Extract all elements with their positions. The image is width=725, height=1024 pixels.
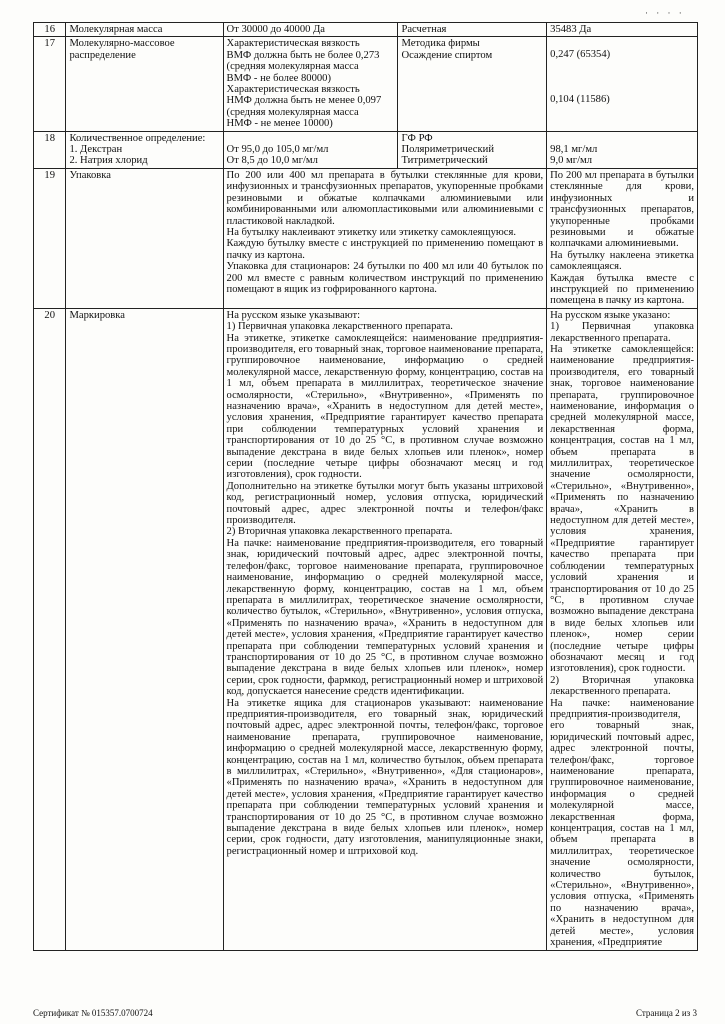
row-number: 16 (34, 23, 66, 37)
paragraph: 2) Вторичная упаковка лекарственного препарата. (550, 674, 694, 698)
parameter-name: Молекулярная масса (66, 23, 223, 37)
text-line: От 8,5 до 10,0 мг/мл (226, 155, 318, 167)
text-line: 98,1 мг/мл (550, 143, 598, 155)
paragraph: На русском языке указывают: (226, 309, 361, 321)
test-method (398, 131, 547, 168)
text-line: 1. Декстран (69, 144, 123, 156)
text-line: распределение (69, 49, 136, 61)
paragraph: Дополнительно на этикетке бутылки могут быть указаны штриховой код, регистрационный номер, условия отпуска, юридический почтовый адрес, адрес электронной почты и телефон/факс производителя. (226, 480, 544, 527)
text-line: Титриметрический (401, 155, 488, 167)
test-result (547, 37, 698, 131)
paragraph: 1) Первичная упаковка лекарственного препарата. (550, 321, 694, 344)
text-line: 0,247 (65354) (550, 49, 611, 61)
table-row (34, 23, 698, 37)
parameter-name: Маркировка (66, 308, 223, 950)
paragraph: Каждая бутылка вместе с инструкцией по применению помещена в пачку из картона. (550, 272, 694, 307)
text-line: 0,104 (11586) (550, 93, 610, 105)
paragraph: На бутылку наклеена этикетка самоклеящаяся. (550, 249, 694, 273)
paragraph: По 200 или 400 мл препарата в бутылки стеклянные для крови, инфузионных и трансфузионных препаратов, укупоренные пробками резиновыми и обжатые колпачками алюминиевыми или комбинированными или алюмопластиковыми или алюминиевыми с пластиковой накладкой. (226, 169, 544, 227)
test-result (547, 168, 698, 308)
text-line: ВМФ - не более 80000) (226, 72, 332, 84)
parameter-name (66, 37, 223, 131)
text-line: 9,0 мг/мл (550, 155, 593, 167)
requirement-packaging (223, 168, 547, 308)
paragraph: На бутылку наклеивают этикетку или этикетку самоклеящуюся. (226, 226, 517, 238)
text-line: От 95,0 до 105,0 мг/мл (226, 143, 329, 155)
text-line: ВМФ должна быть не более 0,273 (226, 49, 380, 61)
table-row (34, 37, 698, 131)
text-line: (средняя молекулярная масса (226, 61, 359, 73)
text-line: 2. Натрия хлорид (69, 155, 148, 167)
test-method: Расчетная (398, 23, 547, 37)
paragraph: 2) Вторичная упаковка лекарственного препарата. (226, 526, 453, 538)
text-line: Характеристическая вязкость (226, 84, 360, 96)
test-result: 35483 Да (547, 23, 698, 37)
text-line: Поляриметрический (401, 144, 494, 156)
requirement (223, 131, 398, 168)
text-line: Молекулярно-массовое (69, 38, 175, 50)
paragraph: 1) Первичная упаковка лекарственного препарата. (226, 321, 453, 333)
table-row (34, 131, 698, 168)
row-number: 19 (34, 168, 66, 308)
paragraph: На пачке: наименование предприятия-производителя, его товарный знак, юридический почтовый адрес, адрес электронной почты, телефон/факс, торговое наименование препарата, группировочное наименование, информацию о средней молекулярной массе, лекарственную форму, концентрацию, состав на 1 мл, объем препарата в миллилитрах, теоретическое значение осмолярности, количество бутылок, «Стерильно», «Внутривенно», условия отпуска, «Применять по назначению врача», «Хранить в недоступном для детей месте», условия хранения, «Предприятие гарантирует качество препарата при соблюдении температурных условий хранения и транспортирования от 10 до 25 °С, в противном случае возможно выпадение декстрана в виде белых хлопьев или пленок», номер серии, срок годности, фармкод, регистрационный номер и штриховой код, допускается нанесение средств идентификации. (226, 537, 544, 698)
text-line: Осаждение спиртом (401, 49, 493, 61)
table-row (34, 168, 698, 308)
top-corner-mark: · · · · (645, 8, 685, 18)
paragraph: По 200 мл препарата в бутылки стеклянные для крови, инфузионных и трансфузионных препаратов, укупоренные пробками резиновыми и обжатые колпачками алюминиевыми. (550, 169, 694, 250)
paragraph: На русском языке указано: (550, 309, 671, 321)
text-line: Количественное определение: (69, 132, 206, 144)
row-number: 18 (34, 131, 66, 168)
text-line: Характеристическая вязкость (226, 38, 360, 50)
requirement-labeling (223, 308, 547, 950)
row-number: 17 (34, 37, 66, 131)
text-line: ГФ РФ (401, 132, 433, 144)
specification-table (33, 22, 698, 951)
paragraph: На пачке: наименование предприятия-производителя, его товарный знак, юридический почтовый адрес, адрес электронной почты, телефон/факс, торговое наименование препарата, группировочное наименование, информация о средней молекулярной массе, лекарственная форма, концентрация, состав на 1 мл, объем препарата в миллилитрах, теоретическое значение осмолярности, количество бутылок, «Стерильно», «Внутривенно», условия отпуска, «Применять по назначению врача», «Хранить в недоступном для детей месте», условия хранения, «Предприятие (550, 697, 694, 949)
paragraph: Каждую бутылку вместе с инструкцией по применению помещают в пачку из картона. (226, 238, 544, 261)
row-number: 20 (34, 308, 66, 950)
parameter-name: Упаковка (66, 168, 223, 308)
page-number: Страница 2 из 3 (636, 1008, 697, 1018)
text-line: НМФ должна быть не менее 0,097 (226, 95, 382, 107)
paragraph: Упаковка для стационаров: 24 бутылки по 400 мл или 40 бутылок по 200 мл вместе с равным количеством инструкций по применению помещают в ящик из гофрированного картона. (226, 261, 544, 295)
test-result (547, 308, 698, 950)
certificate-number: Сертификат № 015357.0700724 (33, 1008, 153, 1018)
text-line: (средняя молекулярная масса (226, 106, 359, 118)
test-method (398, 37, 547, 131)
requirement (223, 37, 398, 131)
text-line: Методика фирмы (401, 38, 480, 50)
table-row (34, 308, 698, 950)
paragraph: На этикетке ящика для стационаров указывают: наименование предприятия-производителя, его товарный знак, юридический почтовый адрес, адрес электронной почты, телефон/факс, торговое наименование препарата, группировочное наименование, информацию о средней молекулярной массе, лекарственную форму, концентрацию, состав на 1 мл, количество бутылок, объем препарата в миллилитрах, «Стерильно», «Внутривенно», «Для стационаров», «Применять по назначению врача», «Хранить в недоступном для детей месте», условия хранения, «Предприятие гарантирует качество препарата при соблюдении температурных условий хранения и транспортирования от 10 до 25 °С, в противном случае возможно выпадение декстрана в виде белых хлопьев или пленок», номер серии, срок годности, дату изготовления, манипуляционные знаки, регистрационный номер и штриховой код. (226, 697, 544, 857)
text-line: НМФ - не менее 10000) (226, 118, 333, 130)
paragraph: На этикетке самоклеящейся: наименование предприятия-производителя, его товарный знак, торговое наименование препарата, группировочное наименование, информация о средней молекулярной массе, лекарственная форма, концентрация, состав на 1 мл, объем препарата в миллилитрах, теоретическое значение осмолярности, «Стерильно», «Внутривенно», «Применять по назначению врача», «Хранить в недоступном для детей месте», условия хранения, «Предприятие гарантирует качество препарата при соблюдении температурных условий хранения и транспортирования от 10 до 25 °С, в противном случае возможно выпадение декстрана в виде белых хлопьев или пленок», номер серии (последние четыре цифры обозначают месяц и год изготовления), срок годности. (550, 343, 694, 675)
test-result (547, 131, 698, 168)
requirement: От 30000 до 40000 Да (223, 23, 398, 37)
paragraph: На этикетке, этикетке самоклеящейся: наименование предприятия-производителя, его товарный знак, торговое наименование препарата, группировочное наименование, информацию о средней молекулярной массе, лекарственную форму, концентрацию, состав на 1 мл, объем препарата в миллилитрах, теоретическое значение осмолярности, «Стерильно», «Внутривенно», «Применять по назначению врача», «Хранить в недоступном для детей месте», условия хранения, «Предприятие гарантирует качество препарата при соблюдении температурных условий хранения и транспортирования от 10 до 25 °С, в противном случае возможно выпадение декстрана в виде белых хлопьев или пленок», номер серии (последние четыре цифры обозначают месяц и год изготовления), срок годности. (226, 332, 544, 481)
parameter-name (66, 131, 223, 168)
